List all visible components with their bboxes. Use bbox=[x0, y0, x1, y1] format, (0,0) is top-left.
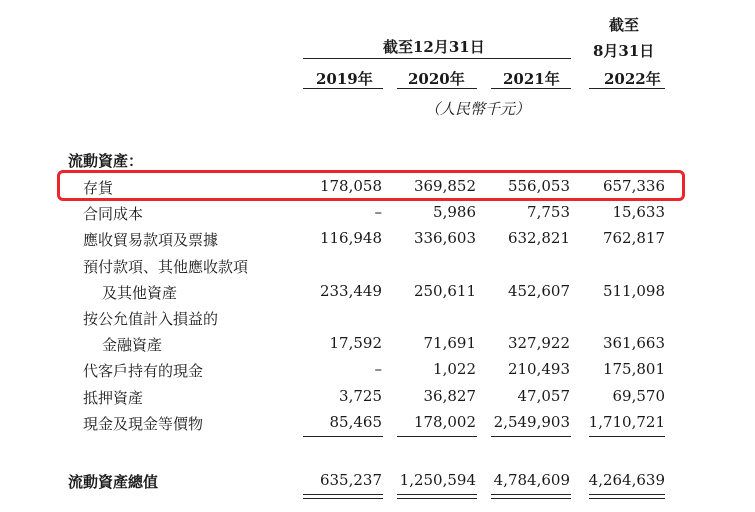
subtotal-rule-2019 bbox=[303, 436, 383, 437]
cell-2019: 178,058 bbox=[319, 177, 382, 195]
cell-2021: 632,821 bbox=[507, 229, 570, 247]
row-label: 代客戶持有的現金 bbox=[83, 362, 204, 380]
year-rule-2019 bbox=[303, 88, 383, 89]
cell-2022: 69,570 bbox=[612, 387, 665, 405]
row-label: 存貨 bbox=[83, 179, 114, 197]
cell-2021: 327,922 bbox=[507, 334, 570, 352]
year-header-2021: 2021年 bbox=[503, 70, 560, 88]
year-rule-2021 bbox=[491, 88, 571, 89]
row-label: 預付款項、其他應收款項 bbox=[83, 258, 249, 276]
subtotal-rule-2022 bbox=[589, 436, 665, 437]
total-2019: 635,237 bbox=[319, 471, 382, 489]
year-header-2019: 2019年 bbox=[316, 70, 373, 88]
cell-2021: 7,753 bbox=[527, 203, 570, 221]
total-2021: 4,784,609 bbox=[493, 471, 570, 489]
cell-2021: 556,053 bbox=[507, 177, 570, 195]
row-label: 現金及現金等價物 bbox=[83, 415, 204, 433]
cell-2022: 361,663 bbox=[602, 334, 665, 352]
cell-2021: 47,057 bbox=[517, 387, 570, 405]
cell-2020: 178,002 bbox=[413, 413, 476, 431]
cell-2020: 369,852 bbox=[413, 177, 476, 195]
total-2020: 1,250,594 bbox=[399, 471, 476, 489]
cell-2020: 36,827 bbox=[423, 387, 476, 405]
cell-2022: 1,710,721 bbox=[588, 413, 665, 431]
cell-2022: 15,633 bbox=[612, 203, 665, 221]
cell-2019: 116,948 bbox=[319, 229, 382, 247]
row-label-continued: 及其他資產 bbox=[102, 284, 178, 302]
cell-2020: 336,603 bbox=[413, 229, 476, 247]
cell-2019: 233,449 bbox=[319, 282, 382, 300]
unit-label: （人民幣千元） bbox=[425, 100, 531, 118]
cell-2022: 175,801 bbox=[602, 360, 665, 378]
year-rule-2022 bbox=[589, 88, 665, 89]
section-title: 流動資產： bbox=[68, 152, 144, 170]
row-label: 應收貿易款項及票據 bbox=[83, 231, 219, 249]
total-2022: 4,264,639 bbox=[588, 471, 665, 489]
subtotal-rule-2021 bbox=[491, 436, 571, 437]
cell-2020: 5,986 bbox=[433, 203, 476, 221]
subtotal-rule-2020 bbox=[397, 436, 477, 437]
cell-2021: 210,493 bbox=[507, 360, 570, 378]
cell-2021: 2,549,903 bbox=[493, 413, 570, 431]
cell-2022: 511,098 bbox=[602, 282, 665, 300]
cell-2020: 250,611 bbox=[413, 282, 476, 300]
double-rule-2020-a bbox=[397, 494, 477, 495]
row-label: 合同成本 bbox=[83, 205, 144, 223]
year-rule-2020 bbox=[397, 88, 477, 89]
double-rule-2020-b bbox=[397, 498, 477, 499]
cell-2021: 452,607 bbox=[507, 282, 570, 300]
double-rule-2019-a bbox=[303, 494, 383, 495]
double-rule-2019-b bbox=[303, 498, 383, 499]
interim-header-line1: 截至 bbox=[609, 16, 640, 34]
cell-2019: 17,592 bbox=[329, 334, 382, 352]
row-label: 按公允值計入損益的 bbox=[83, 310, 219, 328]
cell-2020: 1,022 bbox=[433, 360, 476, 378]
cell-2019: – bbox=[374, 203, 382, 221]
row-label-continued: 金融資產 bbox=[102, 336, 163, 354]
year-header-2020: 2020年 bbox=[408, 70, 465, 88]
row-label: 抵押資產 bbox=[83, 389, 144, 407]
cell-2019: 3,725 bbox=[339, 387, 382, 405]
double-rule-2022-a bbox=[589, 494, 665, 495]
period-group-header: 截至12月31日 bbox=[383, 38, 485, 56]
period-group-rule bbox=[303, 58, 571, 59]
interim-header-line2: 8月31日 bbox=[593, 42, 655, 60]
cell-2020: 71,691 bbox=[423, 334, 476, 352]
double-rule-2021-b bbox=[491, 498, 571, 499]
total-label: 流動資產總值 bbox=[68, 473, 159, 491]
double-rule-2022-b bbox=[589, 498, 665, 499]
cell-2019: – bbox=[374, 360, 382, 378]
cell-2019: 85,465 bbox=[329, 413, 382, 431]
year-header-2022: 2022年 bbox=[604, 70, 661, 88]
double-rule-2021-a bbox=[491, 494, 571, 495]
cell-2022: 657,336 bbox=[602, 177, 665, 195]
cell-2022: 762,817 bbox=[602, 229, 665, 247]
